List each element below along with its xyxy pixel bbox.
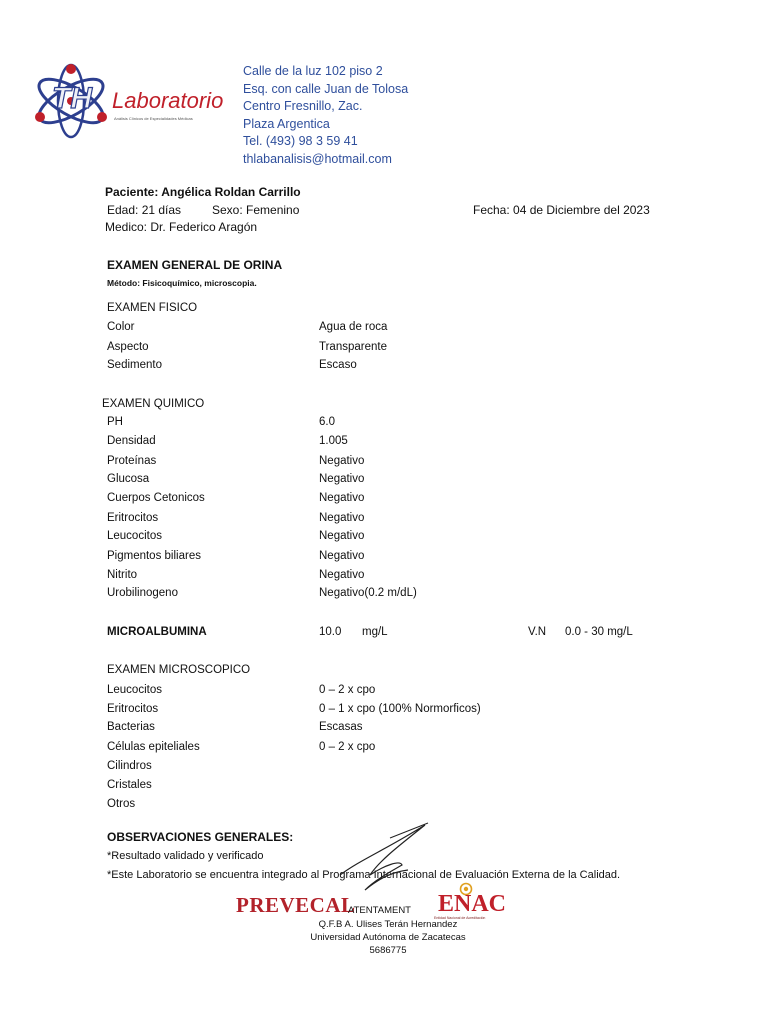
result-label: Pigmentos biliares	[107, 550, 201, 562]
result-value: Negativo	[319, 569, 365, 581]
prevecal-logo: PREVECAL	[236, 893, 356, 917]
result-label: Bacterias	[107, 721, 155, 733]
report-date: Fecha: 04 de Diciembre del 2023	[473, 203, 650, 217]
patient-sex: Sexo: Femenino	[212, 203, 300, 217]
result-label: Células epiteliales	[107, 741, 200, 753]
microalbumina-unit: mg/L	[362, 626, 388, 638]
result-label: Eritrocitos	[107, 703, 159, 715]
signer-block	[290, 919, 486, 956]
result-value: 1.005	[319, 435, 348, 447]
result-label: Eritrocitos	[107, 512, 159, 524]
atentamente-label: ATENTAMENT	[348, 905, 411, 916]
result-label: Proteínas	[107, 455, 157, 467]
signer-cedula: 5686775	[369, 945, 407, 956]
exam-title: EXAMEN GENERAL DE ORINA	[107, 258, 283, 272]
result-label: PH	[107, 416, 123, 428]
result-value: 0 – 1 x cpo (100% Normorficos)	[319, 703, 481, 715]
enac-subtitle: Entidad Nacional de Acreditación	[434, 916, 486, 920]
logo-tagline: Análisis Clínicos de Especialidades Médicas	[114, 116, 193, 121]
result-label: Otros	[107, 798, 136, 810]
patient-age: Edad: 21 días	[107, 203, 182, 217]
address-line: Centro Fresnillo, Zac.	[243, 99, 363, 113]
address-email[interactable]: thlabanalisis@hotmail.com	[243, 151, 392, 166]
signature-icon	[330, 820, 440, 900]
section-microscopico-heading: EXAMEN MICROSCOPICO	[107, 664, 251, 676]
patient-name: Paciente: Angélica Roldan Carrillo	[105, 185, 301, 199]
result-label: Leucocitos	[107, 530, 162, 542]
result-value: Negativo	[319, 492, 365, 504]
address-phone: Tel. (493) 98 3 59 41	[243, 134, 358, 148]
result-label: Glucosa	[107, 473, 150, 485]
address-line: Calle de la luz 102 piso 2	[243, 64, 383, 78]
section-quimico-heading: EXAMEN QUIMICO	[102, 398, 205, 410]
result-value: Agua de roca	[319, 321, 388, 333]
result-value: Negativo	[319, 550, 365, 562]
result-label: Leucocitos	[107, 684, 162, 696]
observacion-line: *Este Laboratorio se encuentra integrado al Programa Internacional de Evaluación Externa de la Calidad.	[107, 869, 621, 881]
result-label: Cuerpos Cetonicos	[107, 492, 205, 504]
result-value: Negativo	[319, 530, 365, 542]
signer-university: Universidad Autónoma de Zacatecas	[310, 932, 466, 943]
exam-method: Método: Fisicoquímico, microscopia.	[107, 278, 257, 288]
lab-address	[243, 63, 408, 168]
result-label: Urobilinogeno	[107, 587, 178, 599]
result-value: Transparente	[319, 341, 387, 353]
signer-name: Q.F.B A. Ulises Terán Hernandez	[318, 919, 458, 930]
result-label: Nitrito	[107, 569, 138, 581]
result-value: 6.0	[319, 416, 335, 428]
result-value: Negativo(0.2 m/dL)	[319, 587, 417, 599]
result-value: Negativo	[319, 512, 365, 524]
result-label: Sedimento	[107, 359, 162, 371]
result-value: Negativo	[319, 473, 365, 485]
lab-logo	[30, 60, 245, 142]
result-label: Cristales	[107, 779, 152, 791]
result-value: Negativo	[319, 455, 365, 467]
result-label: Aspecto	[107, 341, 149, 353]
microalbumina-label: MICROALBUMINA	[107, 626, 207, 638]
reference-value: 0.0 - 30 mg/L	[565, 626, 633, 638]
logo-name: Laboratorio	[112, 88, 224, 113]
reference-label: V.N	[528, 626, 547, 638]
result-label: Color	[107, 321, 135, 333]
patient-doctor: Medico: Dr. Federico Aragón	[105, 220, 258, 234]
observaciones-heading: OBSERVACIONES GENERALES:	[107, 830, 294, 844]
enac-wordmark: ENAC	[438, 891, 507, 917]
result-label: Densidad	[107, 435, 156, 447]
enac-logo	[432, 882, 507, 922]
address-line: Esq. con calle Juan de Tolosa	[243, 81, 409, 96]
result-value: Escaso	[319, 359, 357, 371]
result-value: 0 – 2 x cpo	[319, 741, 376, 753]
result-value: 0 – 2 x cpo	[319, 684, 376, 696]
microalbumina-value: 10.0	[319, 626, 342, 638]
logo-monogram: TH	[52, 82, 92, 115]
observacion-line: *Resultado validado y verificado	[107, 850, 264, 862]
result-value: Escasas	[319, 721, 363, 733]
result-label: Cilindros	[107, 760, 152, 772]
section-fisico-heading: EXAMEN FISICO	[107, 302, 198, 314]
address-line: Plaza Argentica	[243, 116, 330, 131]
